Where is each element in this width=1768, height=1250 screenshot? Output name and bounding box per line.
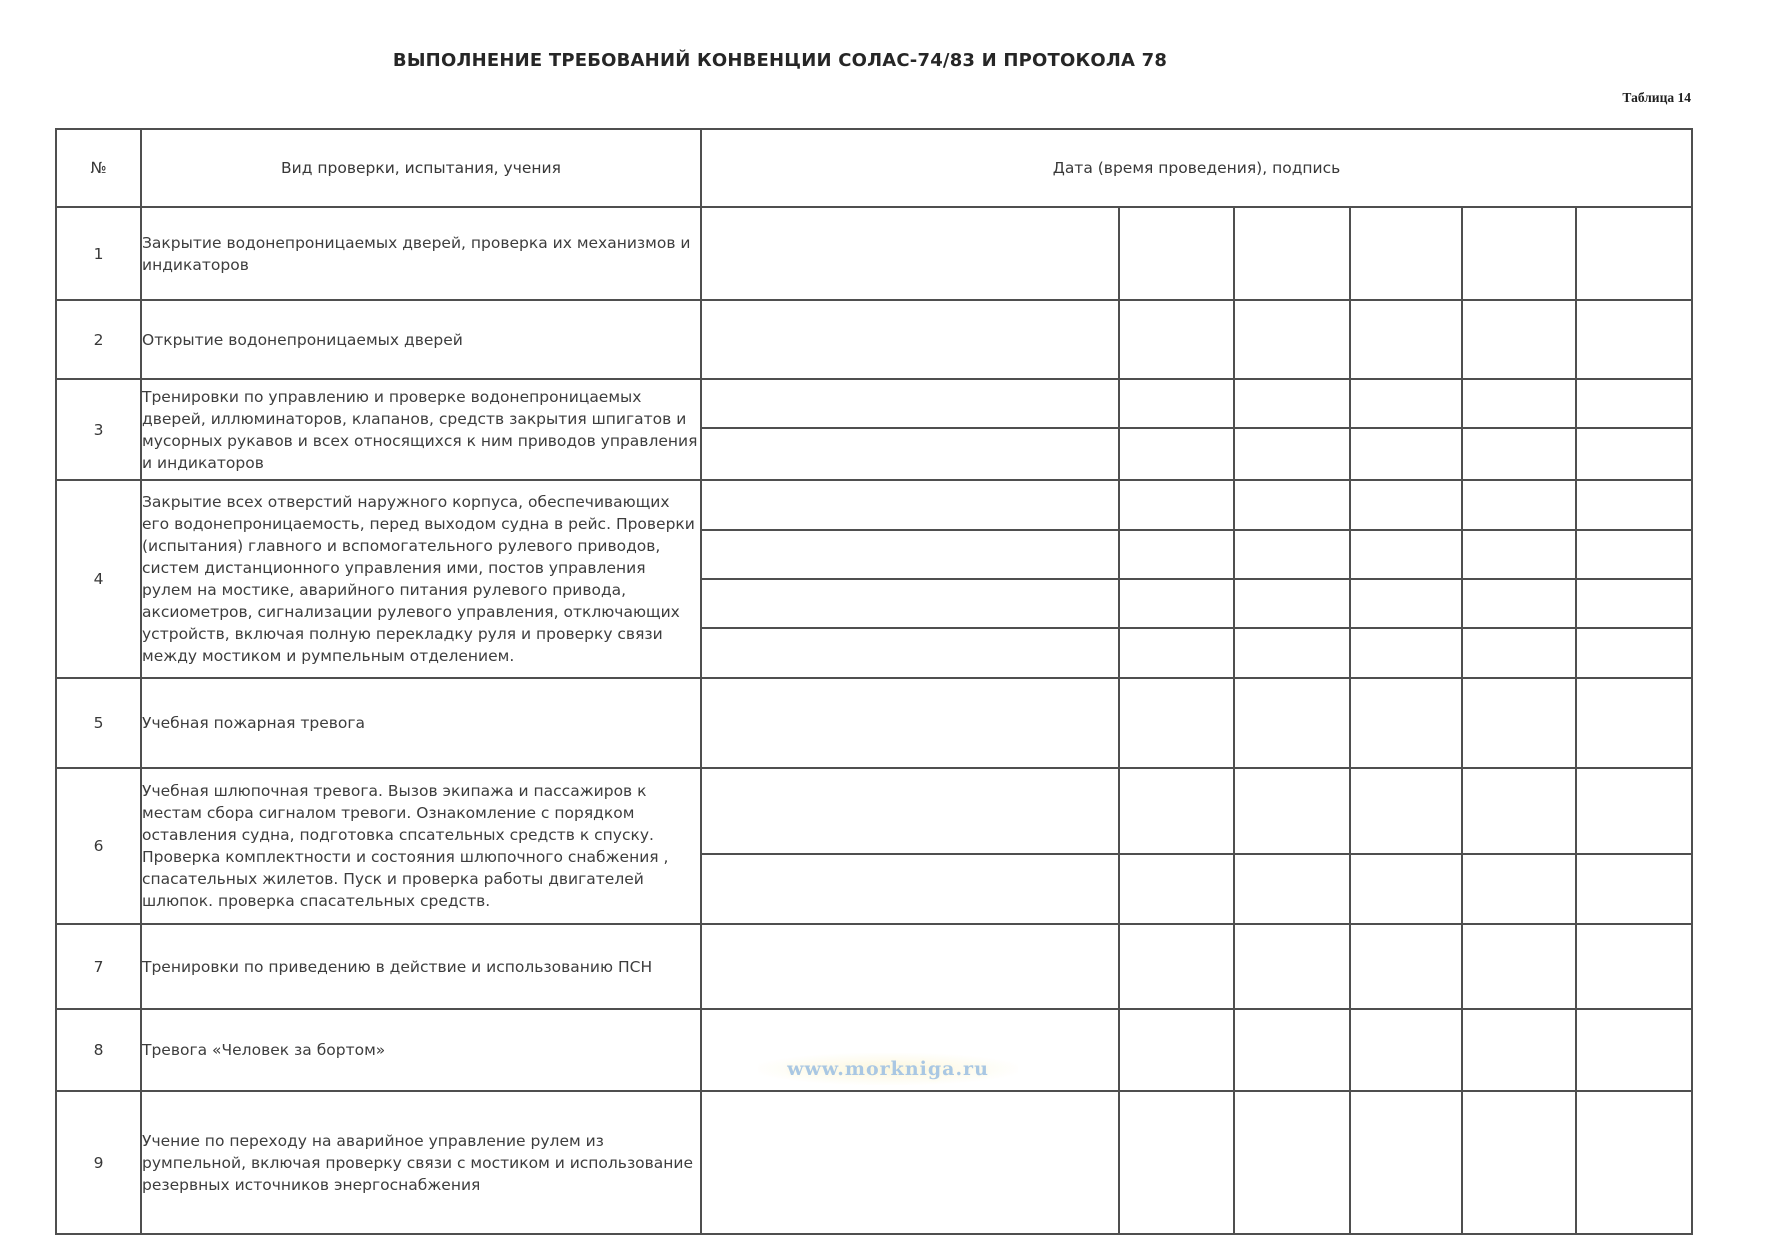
date-cell [1576,924,1692,1009]
row-2-description: Открытие водонепроницаемых дверей [141,300,701,379]
header-num: № [56,129,141,207]
date-cell [1576,1009,1692,1091]
date-cell [1462,300,1576,379]
table-row [56,480,1692,530]
row-9-num: 9 [56,1091,141,1234]
date-cell [701,854,1119,924]
date-cell [1462,854,1576,924]
date-cell [1119,1009,1234,1091]
date-cell [1234,207,1350,300]
date-cell [701,379,1119,428]
date-cell [1576,768,1692,854]
date-cell [1576,300,1692,379]
row-9-description: Учение по переходу на аварийное управление рулем из румпельной, включая проверку связи с мостиком и использование резервных источников энергоснабжения [141,1091,701,1234]
date-cell [1462,768,1576,854]
date-cell [1119,628,1234,678]
date-cell [1119,768,1234,854]
date-cell [1576,379,1692,428]
date-cell [1462,207,1576,300]
row-1-num: 1 [56,207,141,300]
date-cell [701,579,1119,628]
row-4-description: Закрытие всех отверстий наружного корпуса, обеспечивающих его водонепроницаемость, перед выходом судна в рейс. Проверки (испытания) главного и вспомогательного рулевого приводов, систем дистанционного управления ими, постов управления рулем на мостике, аварийного питания рулевого привода, аксиометров, сигнализации рулевого управления, отключающих устройств, включая полную перекладку руля и проверку связи между мостиком и румпельным отделением. [141,480,701,678]
date-cell [1350,530,1462,579]
date-cell [1234,579,1350,628]
date-cell [1350,924,1462,1009]
date-cell [1350,1091,1462,1234]
date-cell [1576,678,1692,768]
date-cell [1350,480,1462,530]
site-watermark: www.morkniga.ru [758,1053,1018,1085]
date-cell [1234,678,1350,768]
row-6-num: 6 [56,768,141,924]
date-cell [1462,428,1576,480]
date-cell [1576,480,1692,530]
row-7-description: Тренировки по приведению в действие и использованию ПСН [141,924,701,1009]
date-cell [1119,854,1234,924]
date-cell [701,207,1119,300]
date-cell [701,768,1119,854]
table-row [56,678,1692,768]
date-cell [1119,678,1234,768]
date-cell [1576,428,1692,480]
date-cell [1234,854,1350,924]
date-cell [1462,1009,1576,1091]
date-cell [1119,924,1234,1009]
table-row [56,768,1692,854]
date-cell [1234,379,1350,428]
row-8-description: Тревога «Человек за бортом» [141,1009,701,1091]
date-cell [1119,300,1234,379]
date-cell [701,530,1119,579]
date-cell [701,924,1119,1009]
date-cell [1119,530,1234,579]
header-date-sign: Дата (время проведения), подпись [701,129,1692,207]
date-cell [1234,480,1350,530]
date-cell [1119,379,1234,428]
date-cell [1119,428,1234,480]
date-cell [1462,678,1576,768]
date-cell [1350,768,1462,854]
date-cell [1234,924,1350,1009]
date-cell [1119,207,1234,300]
row-3-description: Тренировки по управлению и проверке водонепроницаемых дверей, иллюминаторов, клапанов, средств закрытия шпигатов и мусорных рукавов и всех относящихся к ним приводов управления и индикаторов [141,379,701,480]
date-cell [701,480,1119,530]
row-1-description: Закрытие водонепроницаемых дверей, проверка их механизмов и индикаторов [141,207,701,300]
table-row [56,924,1692,1009]
date-cell [1234,1009,1350,1091]
date-cell [1350,207,1462,300]
date-cell [1350,628,1462,678]
date-cell [701,678,1119,768]
date-cell [1350,854,1462,924]
row-2-num: 2 [56,300,141,379]
table-header-row [56,129,1692,207]
date-cell [1350,678,1462,768]
date-cell [1576,579,1692,628]
date-cell [701,628,1119,678]
date-cell [1576,1091,1692,1234]
date-cell [1462,579,1576,628]
date-cell [1119,579,1234,628]
date-cell [1462,628,1576,678]
row-6-description: Учебная шлюпочная тревога. Вызов экипажа и пассажиров к местам сбора сигналом тревоги. Ознакомление с порядком оставления судна, подготовка спсательных средств к спуску. Проверка комплектности и состояния шлюпочного снабжения , спасательных жилетов. Пуск и проверка работы двигателей шлюпок. проверка спасательных средств. [141,768,701,924]
date-cell [1576,207,1692,300]
table-row [56,207,1692,300]
header-check-type: Вид проверки, испытания, учения [141,129,701,207]
table-row [56,300,1692,379]
date-cell [1350,1009,1462,1091]
date-cell [1350,579,1462,628]
date-cell [1462,480,1576,530]
row-4-num: 4 [56,480,141,678]
date-cell [1234,428,1350,480]
date-cell [1462,924,1576,1009]
date-cell [1462,379,1576,428]
date-cell [1234,530,1350,579]
date-cell [1462,1091,1576,1234]
date-cell [1462,530,1576,579]
table-row [56,1091,1692,1234]
date-cell [1119,1091,1234,1234]
table-caption: Таблица 14 [1622,90,1691,105]
date-cell [1576,854,1692,924]
date-cell [1234,768,1350,854]
row-8-num: 8 [56,1009,141,1091]
table-row [56,379,1692,428]
date-cell [1576,628,1692,678]
date-cell [701,300,1119,379]
date-cell [1234,628,1350,678]
date-cell [1234,1091,1350,1234]
date-cell [1119,480,1234,530]
date-cell [1234,300,1350,379]
date-cell [1350,428,1462,480]
row-7-num: 7 [56,924,141,1009]
row-3-num: 3 [56,379,141,480]
date-cell [701,428,1119,480]
date-cell [1350,300,1462,379]
page-title: ВЫПОЛНЕНИЕ ТРЕБОВАНИЙ КОНВЕНЦИИ СОЛАС-74/83 И ПРОТОКОЛА 78 [392,50,1168,71]
row-5-description: Учебная пожарная тревога [141,678,701,768]
date-cell [1576,530,1692,579]
row-5-num: 5 [56,678,141,768]
date-cell [701,1091,1119,1234]
date-cell [1350,379,1462,428]
